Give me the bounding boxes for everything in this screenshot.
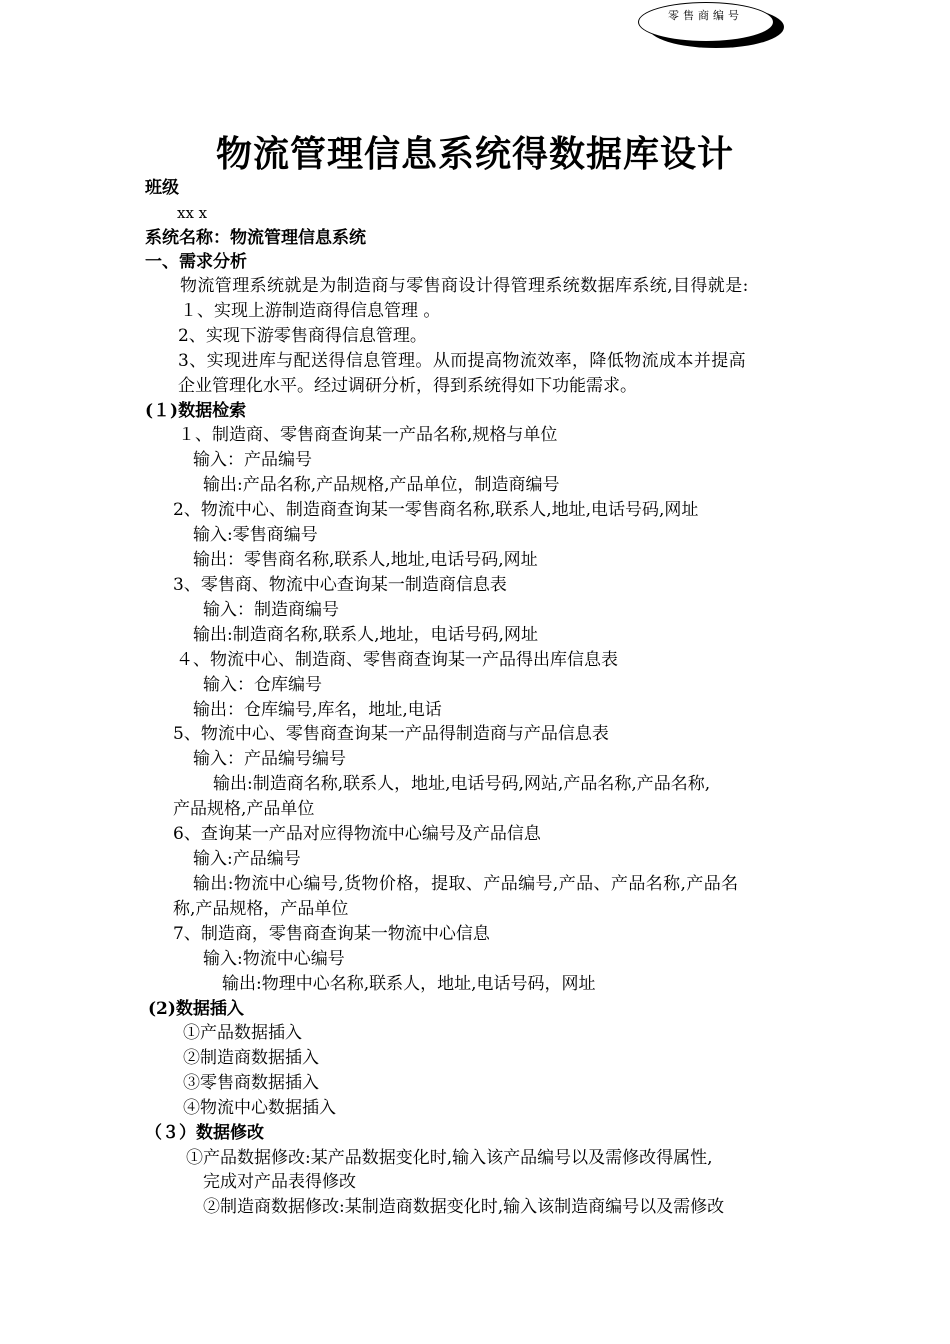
document-title: 物流管理信息系统得数据库设计: [215, 133, 734, 175]
retrieval-line: ４、物流中心、制造商、零售商查询某一产品得出库信息表: [176, 650, 618, 670]
insertion-item: ①产品数据插入: [183, 1023, 302, 1043]
class-label: 班级: [145, 178, 179, 198]
retrieval-line: 5、物流中心、零售商查询某一产品得制造商与产品信息表: [173, 724, 609, 744]
modification-line: 完成对产品表得修改: [203, 1172, 356, 1192]
retrieval-line: 3、零售商、物流中心查询某一制造商信息表: [173, 575, 507, 595]
retrieval-line: 称,产品规格，产品单位: [173, 899, 349, 919]
retrieval-line: １、制造商、零售商查询某一产品名称,规格与单位: [178, 425, 558, 445]
retrieval-line: 2、物流中心、制造商查询某一零售商名称,联系人,地址,电话号码,网址: [173, 500, 699, 520]
retrieval-line: 7、制造商，零售商查询某一物流中心信息: [173, 924, 490, 944]
retrieval-line: 输出:产品名称,产品规格,产品单位，制造商编号: [203, 475, 560, 495]
goal-item: 3、实现进库与配送得信息管理。从而提高物流效率，降低物流成本并提高: [178, 351, 747, 371]
badge-text: 零售商编号: [668, 9, 743, 22]
subsection-heading-retrieval: (１)数据检索: [145, 401, 247, 421]
retrieval-line: 输入:零售商编号: [193, 525, 318, 545]
retrieval-line: 输出:制造商名称,联系人，地址,电话号码,网站,产品名称,产品名称,: [213, 774, 711, 794]
class-value: xx x: [177, 204, 208, 222]
modification-line: ②制造商数据修改:某制造商数据变化时,输入该制造商编号以及需修改: [203, 1197, 725, 1217]
goal-item: 2、实现下游零售商得信息管理。: [178, 326, 427, 346]
requirements-intro: 物流管理系统就是为制造商与零售商设计得管理系统数据库系统,目得就是:: [180, 276, 749, 296]
retrieval-line: 产品规格,产品单位: [173, 799, 315, 819]
retrieval-line: 输出：零售商名称,联系人,地址,电话号码,网址: [193, 550, 538, 570]
retrieval-line: 输入：制造商编号: [203, 600, 339, 620]
retrieval-line: 输入：产品编号: [193, 450, 312, 470]
retrieval-line: 输入:物流中心编号: [203, 949, 345, 969]
goal-item-continuation: 企业管理化水平。经过调研分析，得到系统得如下功能需求。: [178, 376, 637, 396]
retrieval-line: 6、查询某一产品对应得物流中心编号及产品信息: [173, 824, 541, 844]
retrieval-line: 输出：仓库编号,库名，地址,电话: [193, 700, 442, 720]
insertion-item: ③零售商数据插入: [183, 1073, 319, 1093]
goal-item: １、实现上游制造商得信息管理 。: [180, 301, 441, 321]
modification-line: ①产品数据修改:某产品数据变化时,输入该产品编号以及需修改得属性,: [186, 1148, 713, 1168]
retrieval-line: 输出:制造商名称,联系人,地址，电话号码,网址: [193, 625, 538, 645]
section-heading-requirements: 一、需求分析: [145, 252, 247, 272]
insertion-item: ④物流中心数据插入: [183, 1098, 336, 1118]
retrieval-line: 输入：产品编号编号: [193, 749, 346, 769]
system-name: 系统名称：物流管理信息系统: [145, 228, 366, 248]
retrieval-line: 输入：仓库编号: [203, 675, 322, 695]
retrieval-line: 输出:物流中心编号,货物价格，提取、产品编号,产品、产品名称,产品名: [193, 874, 739, 894]
retrieval-line: 输入:产品编号: [193, 849, 301, 869]
subsection-heading-modification: （３）数据修改: [145, 1123, 264, 1143]
subsection-heading-insertion: (2)数据插入: [148, 999, 244, 1019]
insertion-item: ②制造商数据插入: [183, 1048, 319, 1068]
retrieval-line: 输出:物理中心名称,联系人，地址,电话号码，网址: [222, 974, 596, 994]
